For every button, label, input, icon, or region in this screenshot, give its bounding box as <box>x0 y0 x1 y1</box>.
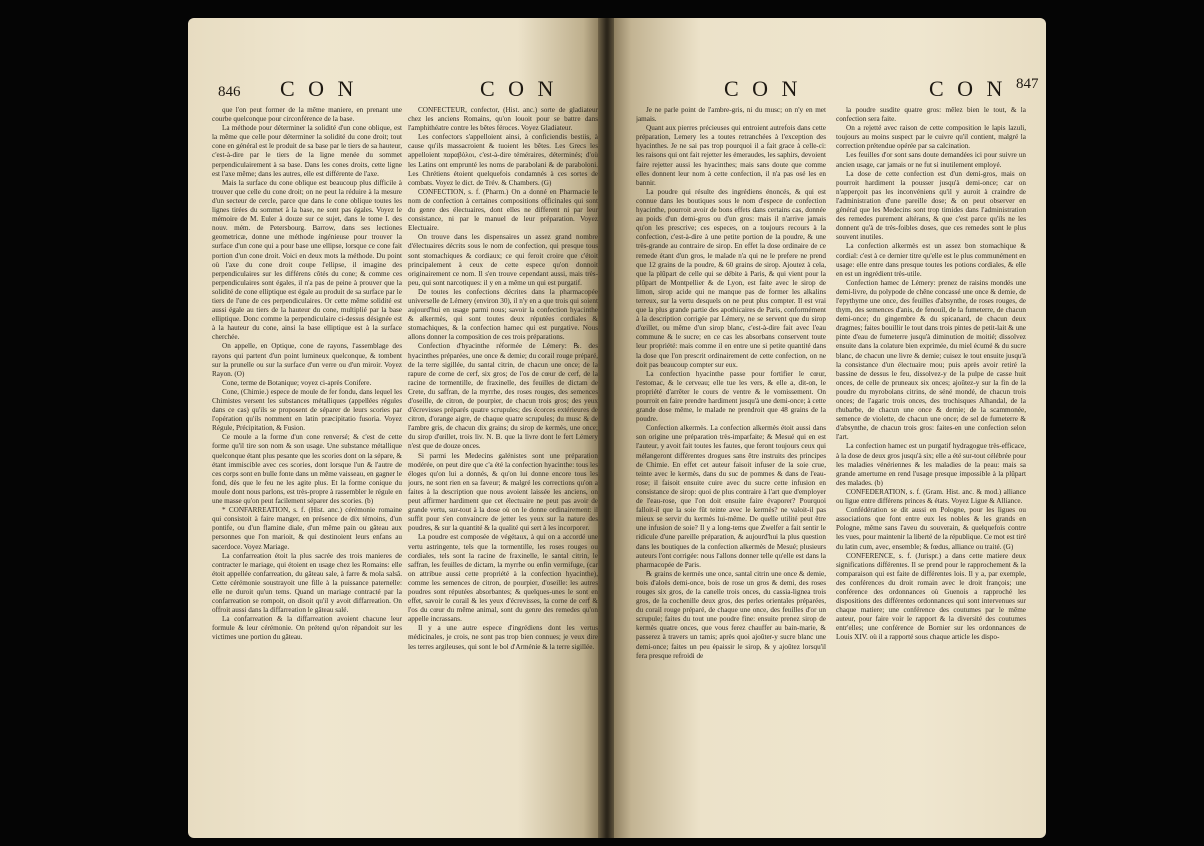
paragraph: Si parmi les Medecins galénistes sont une préparation modérée, on peut dire que c'a été la confection hyacinthe: tous les éloges qu'on lui a donnés, & qu'on lui donne encore tous les jours, ne sont rien en sa faveur; & malgré les corrections qu'on a faites à la description que nous avoient laissée les anciens, on peut affirmer hardiment que cet électuaire ne peut pas avoir de grande vertu, sur-tout à la dose où on le donne ordinairement: il suffit pour s'en convaincre de jetter les yeux sur la nature des poudres, & sur la quantité & la qualité qui sert à les incorporer. <box>408 451 598 533</box>
paragraph: Cone, terme de Botanique; voyez ci-après Conifere. <box>222 378 372 387</box>
right-running-head-1: C O N <box>724 76 802 101</box>
paragraph: Confédération se dit aussi en Pologne, pour les ligues ou associations que font entre eux les nobles & les grands en Pologne, même sans l'aveu du souverain, & quelquefois contre les vues, pour maintenir la liberté de la république. Ce mot est tiré du latin cum, avec, ensemble; & fœdus, alliance ou traité. (G) <box>836 506 1026 551</box>
left-column-1 <box>212 106 402 826</box>
paragraph: La confarreation étoit la plus sacrée des trois manieres de contracter le mariage, qui étoient en usage chez les Romains: elle étoit appellée confarreation, du gâteau sale, à farre & mola salsâ. Cette cérémonie soustrayoit une fille à la puissance paternelle: elle ne duroit qu'un tems. Quand un mariage contracté par la confarreation se rompoit, on disoit qu'il y avoit diffarreation. On offroit aussi dans la diffarreation le gâteau salé. <box>212 551 402 615</box>
paragraph: CONFECTION, s. f. (Pharm.) On a donné en Pharmacie le nom de confection à certaines compositions officinales qui sont du genre des électuaires, dont elles ne different ni par leur consistance, ni par le manuel de leur préparation. Voyez Electuaire. <box>408 187 598 233</box>
paragraph: La confection hyacinthe passe pour fortifier le cœur, l'estomac, & le cerveau; elle tue les vers, & elle a, dit-on, le propriété d'arrêter le cours de ventre & le vomissement. On pourroit en faire prendre hardiment jusqu'à une demi-once; à cette grande dose même, le malade ne prendroit que 48 grains de la poudre. <box>636 369 826 424</box>
paragraph: Confection alkermès. La confection alkermès étoit aussi dans son origine une préparation très-imparfaite; & Mesué qui en est l'auteur, y avoit fait toutes les fautes, que feront toujours ceux qui mélangeront différentes drogues sans être instruits des principes de Chimie. En effet cet auteur faisoit infuser de la soie crue, teinte avec le kermès, dans du suc de pommes & dans de l'eau-rose; il faisoit ensuite cuire avec du sucre cette infusion en consistance de sirop: quoi de plus contraire à l'art que d'employer de l'eau-rose, que l'on doit ensuite faire évaporer? Pourquoi falloit-il que la soie fût teinte avec le kermès? ne valoit-il pas mieux se servir du kermès lui-même. De quelle utilité peut être une infusion de soie? Il y a long-tems que Zwelfer a fait sentir le ridicule d'une pareille préparation, & aujourd'hui la plus question dans les boutiques de la confection alkermès de Mesué; plusieurs auteurs l'ont corrigée: nous l'allons donner telle qu'elle est dans la pharmacopée de Paris. <box>636 424 826 569</box>
paragraph: On trouve dans les dispensaires un assez grand nombre d'électuaires décrits sous le nom de confection, qui presque tous sont stomachiques & cordiaux; ce qui feroit croire que c'étoit principalement à ceux de cette espece qu'on donnoit originairement ce nom. Il s'en trouve cependant aussi, mais très-peu, qui sont narcotiques: il y en a même un qui est purgatif. <box>408 233 598 287</box>
right-running-head-2: C O N <box>929 76 1007 101</box>
right-column-2 <box>836 106 1026 826</box>
right-page-number: 847 <box>1016 76 1039 92</box>
paragraph: On appelle, en Optique, cone de rayons, l'assemblage des rayons qui partent d'un point lumineux quelconque, & tombent sur la prunelle ou sur la surface d'un verre ou d'un miroir. Voyez Rayon. (O) <box>212 342 402 378</box>
paragraph: CONFERENCE, s. f. (Jurispr.) a dans cette matiere deux significations différentes. Il se prend pour le rapprochement & la comparaison qui est faite de différentes lois. Il y a, par exemple, des conférences du droit romain avec le droit françois; une conférence des ordonnances où Guenois a rapproché les dispositions des différentes ordonnances qui sont intervenues sur chaque matiere; une conférence des coutumes par le même auteur, pour faire voir le rapport & la diversité des coutumes entr'elles; une conférence de Bornier sur les ordonnances de Louis XIV. où il a rapporté sous chaque article les dispo- <box>836 551 1026 642</box>
paragraph: CONFECTEUR, confector, (Hist. anc.) sorte de gladiateur chez les anciens Romains, qu'on louoit pour se battre dans l'amphithéatre contre les bêtes féroces. Voyez Gladiateur. <box>408 106 598 133</box>
left-page-number: 846 <box>218 84 241 100</box>
paragraph: * CONFARREATION, s. f. (Hist. anc.) cérémonie romaine qui consistoit à faire manger, en présence de dix témoins, d'un pontife, ou d'un flamine diale, d'un même pain ou gâteau aux personnes que l'on marioit, & qui destinoient leurs enfans au sacerdoce. Voyez Mariage. <box>212 506 402 551</box>
right-column-1 <box>636 106 826 826</box>
left-page <box>188 18 600 838</box>
paragraph: La méthode pour déterminer la solidité d'un cone oblique, est la même que celle pour déterminer la solidité du cone droit; tout cone en général est le produit de sa base par le tiers de sa hauteur, c'est-à-dire par le tiers de la ligne menée du sommet perpendiculairement à sa base. Dans les cones droits, cette ligne est l'axe même; dans les autres, elle est différente de l'axe. <box>212 124 402 178</box>
paragraph: ℞ grains de kermès une once, santal citrin une once & demie, bois d'aloës demi-once, bois de rose un gros & demi, des roses rouges six gros, de la canelle trois onces, du cassia-lignea trois gros, de la cochenille deux gros, des perles orientales préparées, du corail rouge préparé, de chaque une once, des feuilles d'or un scrupule; faites du tout une poudre fine: ensuite prenez sirop de kermès quatre onces, que vous ferez chauffer au bain-marie, & passerez à travers un tamis; après quoi ajoûter-y sucre blanc une demi-once; faites un peu épaissir le sirop, & y ajoûtez lorsqu'il fera presque refroidi de <box>636 569 826 660</box>
paragraph: la poudre susdite quatre gros: mêlez bien le tout, & la confection sera faite. <box>836 106 1026 124</box>
paragraph: Je ne parle point de l'ambre-gris, ni du musc; on n'y en met jamais. <box>636 106 826 124</box>
paragraph: La poudre est composée de végétaux, à qui on a accordé une vertu astringente, tels que la tormentille, les roses rouges ou cordiales, tels sont la racine de fraxinelle, le santal citrin, le saffran, les feuilles de dictam, la myrrhe ou enfin vermifuge, (car on attribue aussi cette propriété à la confection hyacinthe), comme les semences de citron, de pourpier, d'oseille: les autres poudres sont réputées absorbantes; & quelques-unes le sont en effet, savoir le corail & les yeux d'écrevisses, la corne de cerf & l'os du cœur du même animal, sont du genre des remedes qu'on appelle incrassans. <box>408 533 598 624</box>
left-running-head-1: C O N <box>280 76 358 101</box>
paragraph: que l'on peut former de la même maniere, en prenant une courbe quelconque pour circonférence de la base. <box>212 106 402 124</box>
right-page <box>614 18 1046 838</box>
left-column-2 <box>408 106 598 826</box>
paragraph: CONFEDERATION, s. f. (Gram. Hist. anc. & mod.) alliance ou ligue entre différens princes & états. Voyez Ligue & Alliance. <box>836 487 1026 506</box>
paragraph: Il y a une autre espece d'ingrédiens dont les vertus médicinales, je crois, ne sont pas trop bien connues; je veux dire les terres argileuses, qui sont le bol d'Arménie & la terre sigillée. <box>408 624 598 651</box>
paragraph: Confection d'hyacinthe réformée de Lémery: ℞. des hyacinthes préparées, une once & demie; du corail rouge préparé, de la terre sigillée, du santal citrin, de chacun une once; de la rapure de corne de cerf, six gros; de l'os de cœur de cerf, de la racine de tormentille, de fraxinelle, des feuilles de dictam de Crete, du saffran, de la myrrhe, des roses rouges, des semences d'oseille, de citron, de pourpier, de chacun trois gros; des yeux d'écrevisses préparés quatre scrupules; des écorces extérieures de citron, d'orange aigre, de chaque quatre scrupules; du musc & de l'ambre gris, de chacun dix grains; du sirop de kermès, une once; du sirop d'œillet, trois liv. N. B. que la livre dont le fert Lémery n'est que de douze onces. <box>408 342 598 451</box>
paragraph: Ce moule a la forme d'un cone renversé; & c'est de cette forme qu'il tire son nom & son usage. Une substance métallique quelconque étant plus pesante que les scories dont on la sépare, & étant immiscible avec ces scories, dont lorsque l'un & l'autre de ces corps sont en bulle fonte dans un même vaisseau, en gagner le fond, dès que le feu ne les agite plus. Et la forme conique du moule dont nous parlons, est très-propre à rassembler le régule en une masse qu'on peut facilement séparer des scories. (b) <box>212 433 402 506</box>
paragraph: De toutes les confections décrites dans la pharmacopée universelle de Lémery (environ 30), il n'y en a que trois qui soient aujourd'hui en usage parmi nous; savoir la confection hyacinthe & alkermès, qui sont toutes deux réputées cordiales & stomachiques, & la confection hamec qui est purgative. Nous allons donner la composition de ces trois préparations. <box>408 287 598 342</box>
paragraph: Confection hamec de Lémery: prenez de raisins mondés une demi-livre, du polypode de chêne concassé une once & demie, de l'epythyme une once, des feuilles d'absynthe, de roses rouges, de thym, des semences d'anis, de fenouil, de la fumeterre, de chacun demi-once; du gingembre & du spicanard, de chacun deux dragmes; faites bouillir le tout dans trois pintes de petit-lait & une pinte d'eau de fumeterre jusqu'à diminution de moitié; dissolvez ensuite dans la colature bien exprimée, du miel écumé & du sucre blanc, de chacun une livre & demie; cuisez le tout ensuite jusqu'à la consistance d'un électuaire mou; puis après avoir retiré la bassine de dessus le feu, dissolvez-y de la pulpe de casse huit onces, de celle de pruneaux six onces; ajoûtez-y sur la fin de la poudre du myrobolans citrins, de séné mondé, de chacun trois onces; de l'agaric trois onces, des trochisques Alhandal, de la rhubarbe, de chacun une once & demie; de la scammonée, semence de violette, de chacun une once; de sel de fumeterre & d'absynthe, de chacun trois gros: faites-en une confection selon l'art. <box>836 278 1026 442</box>
left-page-header <box>218 76 578 106</box>
paragraph: Mais la surface du cone oblique est beaucoup plus difficile à trouver que celle du cone droit; on ne peut la réduire à la mesure d'un secteur de cercle, parce que dans le cone oblique toutes les lignes tirées du sommet à la base, ne sont pas égales. Voyez le mémoire de M. Euler à douze sur ce sujet, dans le tome I. des nouv. mém. de Petersbourg. Barrow, dans ses lectiones geometricæ, donne une méthode ingénieuse pour trouver la surface d'un cone qui a pour base une ellipse, lorsque ce cone fait portion d'un cone droit. Voici en deux mots la méthode. Du point où l'axe du cone droit coupe l'ellipse, il imagine des perpendiculaires sur les différens côtés du cone; & comme ces perpendiculaires sont égales, il n'a pas de peine à prouver que la solidité de cone elliptique est égale au produit de sa surface par le tiers de l'une de ces perpendiculaires. Or cette même solidité est aussi égale au tiers de la hauteur du cone, multiplié par la base elliptique. Donc comme la perpendiculaire ci-dessus désignée est à la hauteur du cone, ainsi la base elliptique est à la surface cherchée. <box>212 178 402 342</box>
paragraph: La confarreation & la diffarreation avoient chacune leur formule & leur cérémonie. On prétend qu'on répandoit sur les victimes une portion du gâteau. <box>212 615 402 642</box>
paragraph: Les feuilles d'or sont sans doute demandées ici pour suivre un ancien usage, car jamais or ne fut si inutilement employé. <box>836 151 1026 169</box>
paragraph: On a rejetté avec raison de cette composition le lapis lazuli, toujours au moins suspect par le cuivre qu'il contient, malgré la correction prétendue opérée par sa calcination. <box>836 124 1026 151</box>
paragraph: La confection hamec est un purgatif hydragogue très-efficace, à la dose de deux gros jusqu'à six; elle a été sur-tout célébrée pour les maladies vénériennes & les maladies de la peau: mais sa grande amertume en rend l'usage presque impossible à la plûpart des malades. (b) <box>836 442 1026 487</box>
right-page-header <box>724 76 1044 106</box>
paragraph: La poudre qui résulte des ingrédiens énoncés, & qui est connue dans les boutiques sous le nom d'espece de confection hyacinthe, pourroit avoir de bons effets dans certains cas, donnée au poids d'un demi-gros ou d'un gros: mais il n'arrive jamais qu'on les prescrive; ces especes, on a toujours recours à la confection, c'est-à-dire à une petite portion de la poudre, & une très-grande au contraire de sirop. En effet la dose ordinaire de ce remede étant d'un gros, le malade n'a qui ne le prefere ne prend que 12 grains de la poudre, & 60 grains de sirop. Ajoutez à cela, que la plûpart de celle qui se débite à Paris, & qui vient pour la plûpart de Montpellier & de Lyon, est faite avec le sirop de limon, sirop acide qui ne manque pas de former les alkalins terreux, sur la vertu desquels on ne peut plus compter. Il est vrai que la plus grande partie des apothicaires de Paris, conformément à la description corrigée par Lémery, ne se servent que du sirop d'œillet, ou même d'un sirop blanc, c'est-à-dire fait avec l'eau commune & le sucre; en ce cas les absorbans conservent toute leur propriété: mais comme il en entre une si petite quantité dans la dose que l'on prescrit ordinairement de cette confection, on ne doit pas beaucoup compter sur eux. <box>636 187 826 369</box>
left-running-head-2: C O N <box>480 76 558 101</box>
paragraph: Cone, (Chimie.) espece de moule de fer fondu, dans lequel les Chimistes versent les substances métalliques (appellées régules dans ce cas) qu'ils se proposent de séparer de leurs scories par l'opération qu'ils nomment en latin præcipitatio fusoria. Voyez Régule, Précipitation, & Fusion. <box>212 387 402 433</box>
paragraph: Les confectors s'appelloient ainsi, à conficiendis bestiis, à cause qu'ils massacroient & tuoient les bêtes. Les Grecs les appelloient παραβόλοι, c'est-à-dire téméraires, déterminés; d'où les Latins ont emprunté les noms de parabolani & de paraboloni. Les Chrétiens étoient quelquefois condamnés à ces sortes de combats. Voyez le dict. de Trév. & Chambers. (G) <box>408 133 598 187</box>
paragraph: La confection alkermès est un assez bon stomachique & cordial: c'est à ce dernier titre qu'elle est le plus communément en usage: elle entre dans presque toutes les potions cordiales, & elle en est un ingrédient très-utile. <box>836 242 1026 278</box>
paragraph: La dose de cette confection est d'un demi-gros, mais on pourroit hardiment la pousser jusqu'à demi-once; car on n'apperçoit pas les inconvéniens qu'il y auroit à craindre de l'administration d'une pareille dose; & on peut observer en général que les Medecins sont trop timides dans l'administration des remedes purement altérans, & que c'est parce qu'ils ne les donnent qu'à de très-foibles doses, que ces remedes sont le plus souvent inutiles. <box>836 169 1026 242</box>
paragraph: Quant aux pierres précieuses qui entroient autrefois dans cette préparation, Lemery les a toutes retranchées à l'exception des hyacinthes. Je ne sai pas trop pourquoi il a fait grace à celle-ci: les raisons qui ont fait rejetter les émeraudes, les saphirs, devoient faire rejetter aussi les hyacinthes; mais sans doute que comme elles donnent leur nom à cette confection, il n'a pas osé les en bannir. <box>636 124 826 187</box>
